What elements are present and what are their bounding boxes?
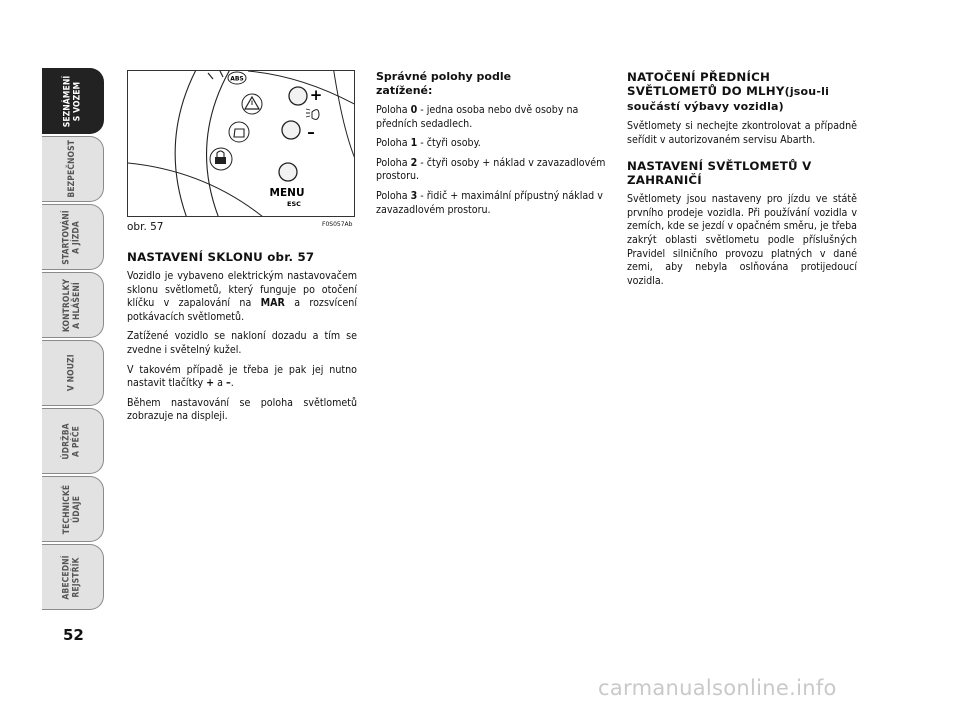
tab-technicke[interactable] bbox=[42, 476, 104, 542]
tab-label: TECHNICKÉ ÚDAJE bbox=[62, 484, 82, 534]
tab-udrzba[interactable] bbox=[42, 408, 104, 474]
text: a bbox=[214, 377, 227, 390]
section-heading-positions: Správné polohy podle zatížené: bbox=[376, 70, 512, 97]
tab-label: SEZNÁMENÍ S VOZEM bbox=[61, 75, 82, 127]
text: - čtyři osoby. bbox=[417, 137, 481, 150]
tab-v-nouzi[interactable] bbox=[42, 340, 104, 406]
heading-note: (jsou-li součástí výbavy vozidla) bbox=[627, 85, 830, 113]
paragraph: Světlomety jsou nastaveny pro jízdu ve státě prvního prodeje vozidla. Při používání vozidla v zemích, kde se jezdí v opačném směru, je třeba zakrýt oblasti světlometu podle příslušných Pravidel silničního provozu platných v dané zemi, aby nebyla oslňována protijedoucí vozidla. bbox=[627, 193, 857, 287]
text: - čtyři osoby + náklad v zavazadlovém prostoru. bbox=[376, 156, 606, 183]
text: V takovém případě je třeba je pak jej nutno nastavit tlačítky bbox=[127, 363, 357, 390]
text: Vozidlo je vybaveno elektrickým nastavovačem sklonu světlometů, který funguje po otočení klíčku v zapalování na bbox=[127, 270, 357, 310]
plus-label: + bbox=[309, 86, 323, 104]
headlight-leveling-icon bbox=[306, 109, 319, 119]
list-item bbox=[376, 190, 608, 217]
heading-text: NATOČENÍ PŘEDNÍCH SVĚTLOMETŮ DO MLHY bbox=[627, 70, 785, 98]
position-number: 2 bbox=[410, 156, 418, 169]
minus-label: – bbox=[307, 123, 315, 141]
tab-kontrolky[interactable] bbox=[42, 272, 104, 338]
menu-esc-button[interactable] bbox=[270, 163, 305, 208]
headlight-up-button[interactable] bbox=[289, 86, 322, 105]
figure-code: F0S057Ab bbox=[322, 221, 353, 228]
position-number: 1 bbox=[410, 137, 418, 150]
section-heading-fog bbox=[627, 70, 857, 114]
text: - jedna osoba nebo dvě osoby na předních sedadlech. bbox=[376, 104, 579, 130]
paragraph: Zatížené vozidlo se nakloní dozadu a tím se zvedne i světelný kužel. bbox=[127, 330, 357, 356]
column-left bbox=[127, 250, 357, 430]
section-heading-leveling: NASTAVENÍ SKLONU obr. 57 bbox=[127, 250, 315, 264]
position-number: 3 bbox=[410, 189, 418, 202]
lock-icon bbox=[210, 148, 232, 170]
seat-icon bbox=[229, 122, 249, 142]
section-heading-abroad: NASTAVENÍ SVĚTLOMETŮ V ZAHRANIČÍ bbox=[627, 159, 812, 188]
text: . bbox=[230, 377, 234, 390]
tab-bezpecnost[interactable] bbox=[42, 136, 104, 202]
abs-icon bbox=[228, 72, 246, 84]
esc-label: ESC bbox=[287, 200, 301, 208]
text: Poloha bbox=[376, 104, 411, 116]
paragraph: Během nastavování se poloha světlometů zobrazuje na displeji. bbox=[127, 396, 357, 423]
mar-label: MAR bbox=[260, 297, 285, 310]
text: - řidič + maximální přípustný náklad v zavazadlovém prostoru. bbox=[376, 189, 603, 216]
list-item bbox=[376, 157, 608, 184]
text: Poloha bbox=[376, 189, 411, 202]
abs-label: ABS bbox=[230, 75, 244, 83]
menu-label: MENU bbox=[269, 187, 305, 199]
tab-label: ABECEDNÍ REJSTŘÍK bbox=[61, 554, 82, 600]
dashboard-figure bbox=[127, 70, 355, 217]
minus-symbol: – bbox=[226, 377, 231, 390]
column-middle bbox=[376, 70, 608, 223]
figure-caption: obr. 57 bbox=[127, 221, 164, 233]
tab-rejstrik[interactable] bbox=[42, 544, 104, 610]
text: Poloha bbox=[376, 137, 411, 150]
column-right bbox=[627, 70, 857, 294]
warning-triangle-icon bbox=[242, 94, 262, 114]
dashboard-illustration bbox=[128, 71, 355, 217]
tab-label: BEZPEČNOST bbox=[66, 140, 77, 198]
list-item bbox=[376, 137, 608, 151]
tab-label: ÚDRŽBA A PÉČE bbox=[62, 422, 82, 460]
tab-label: KONTROLKY A HLÁŠENÍ bbox=[61, 278, 82, 332]
paragraph bbox=[127, 270, 357, 324]
headlight-down-button[interactable] bbox=[282, 121, 315, 141]
text: Poloha bbox=[376, 156, 411, 169]
list-item bbox=[376, 104, 608, 131]
tab-seznameni[interactable] bbox=[42, 68, 104, 134]
tab-label: V NOUZI bbox=[66, 354, 77, 392]
text: a rozsvícení potkávacích světlometů. bbox=[127, 297, 357, 323]
paragraph bbox=[127, 364, 357, 391]
position-number: 0 bbox=[410, 104, 418, 116]
page-number: 52 bbox=[63, 626, 84, 644]
watermark: carmanualsonline.info bbox=[598, 676, 837, 700]
tab-startovani[interactable] bbox=[42, 204, 104, 270]
paragraph: Světlomety si nechejte zkontrolovat a případně seřídit v autorizovaném servisu Abarth. bbox=[627, 120, 857, 146]
plus-symbol: + bbox=[206, 377, 215, 390]
tab-label: STARTOVÁNÍ A JÍZDA bbox=[61, 209, 82, 265]
